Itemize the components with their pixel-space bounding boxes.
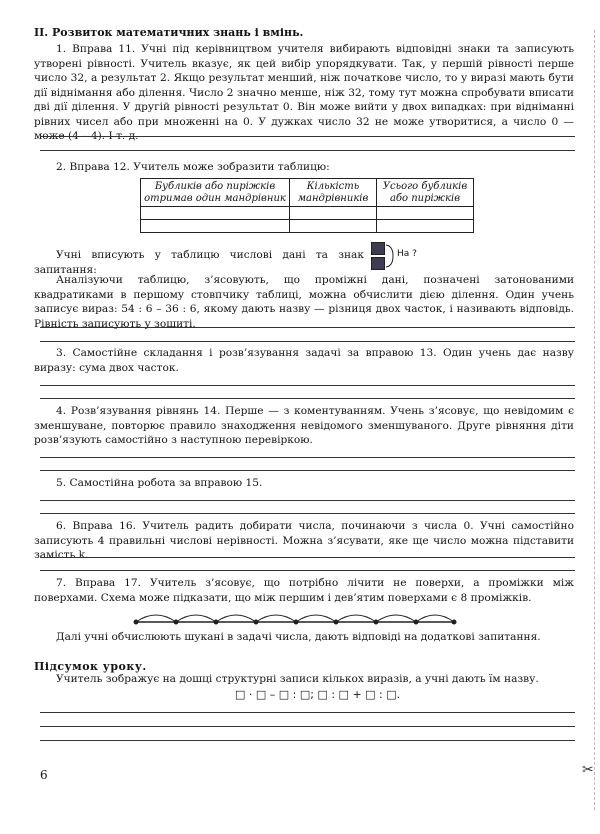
answer-line <box>40 712 575 713</box>
table-header-cell: Бубликів або пиріжків отримав один мандрівник <box>141 179 290 207</box>
shaded-square-icon <box>371 257 385 270</box>
answer-line <box>40 470 575 471</box>
answer-line <box>40 500 575 501</box>
table-header-cell: Кількість мандрівників <box>290 179 377 207</box>
table-cell <box>377 220 474 233</box>
question-label: На ? <box>397 249 417 259</box>
floors-scheme <box>132 605 458 627</box>
summary-heading: Підсумок уроку. <box>34 660 147 673</box>
answer-line <box>40 385 575 386</box>
paragraph-summary: Учитель зображує на дошці структурні записи кількох виразів, а учні дають їм назву. <box>56 673 539 685</box>
table-cell <box>290 220 377 233</box>
answer-line <box>40 740 575 741</box>
page-number: 6 <box>40 768 48 782</box>
table-cell <box>290 207 377 220</box>
answer-line <box>40 557 575 558</box>
table-cell <box>377 207 474 220</box>
answer-line <box>40 513 575 514</box>
paragraph-exercise-16: 6. Вправа 16. Учитель радить добирати числа, починаючи з числа 0. Учні самостійно записують 4 правильні числові нерівності. Можна з’ясувати, яке ще число можна підставити замість k. <box>34 520 574 561</box>
data-table <box>140 178 474 233</box>
paragraph-analysis: Аналізуючи таблицю, з’ясовують, що проміжні дані, позначені затонованими квадратиками в першому стовпчику таблиці, можна обчислити дією ділення. Один учень записує вираз: 54 : 6 – 36 : 6, якому дають назву — різниця двох часток, і називають відповідь. Рівність записують у зошиті. <box>34 274 574 330</box>
paragraph-table-fill: Учні вписують у таблицю числові дані та знак запитання: <box>34 249 364 276</box>
shaded-square-icon <box>371 242 385 255</box>
paragraph-exercise-15: 5. Самостійна робота за вправою 15. <box>56 477 263 489</box>
paragraph-exercise-12: 2. Вправа 12. Учитель може зобразити таблицю: <box>56 161 330 173</box>
answer-line <box>40 327 575 328</box>
paragraph-follow-up: Далі учні обчислюють шукані в задачі числа, дають відповіді на додаткові запитання. <box>56 631 541 643</box>
answer-line <box>40 398 575 399</box>
table-cell <box>141 220 290 233</box>
paragraph-exercise-17: 7. Вправа 17. Учитель з’ясовує, що потрібно лічити не поверхи, а проміжки між поверхами. Схема може підказати, що між першим і дев’ятим поверхами є 8 проміжків. <box>34 577 574 604</box>
paragraph-exercise-14: 4. Розв’язування рівнянь 14. Перше — з коментуванням. Учень з’ясовує, що невідомим є зменшуване, повторює правило знаходження невідомого зменшуваного. Друге рівняння діти розв’язують самостійно з наступною перевіркою. <box>34 405 574 446</box>
section-heading: II. Розвиток математичних знань і вмінь. <box>34 26 304 39</box>
paragraph-exercise-11: 1. Вправа 11. Учні під керівництвом учителя вибирають відповідні знаки та записують утворені рівності. Учитель вказує, як цей вибір упорядкувати. Так, у першій рівності перше число 32, а результат 2. Якщо результат менший, ніж початкове число, то у виразі мають бути дії віднімання або ділення. Число 2 значно менше, ніж 32, тому тут можна спробувати вписати дві дії ділення. У другій рівності результат 0. Він може вийти у двох випадках: при відніманні рівних чисел або при множенні на 0. У дужках число 32 не може утворитися, а число 0 — може (4 – 4). І т. д. <box>34 43 574 142</box>
answer-line <box>40 457 575 458</box>
structural-formula: □ · □ – □ : □; □ : □ + □ : □. <box>235 688 401 701</box>
answer-line <box>40 341 575 342</box>
paragraph-exercise-13: 3. Самостійне складання і розв’язування задачі за вправою 13. Один учень дає назву виразу: сума двох часток. <box>34 347 574 374</box>
table-cell <box>141 207 290 220</box>
answer-line <box>40 726 575 727</box>
answer-line <box>40 150 575 151</box>
answer-line <box>40 136 575 137</box>
brace-icon <box>385 244 397 268</box>
scissors-icon: ✂ <box>582 762 594 778</box>
answer-line <box>40 570 575 571</box>
cut-line <box>594 30 595 810</box>
table-header-cell: Усього бубликів або пиріжків <box>377 179 474 207</box>
